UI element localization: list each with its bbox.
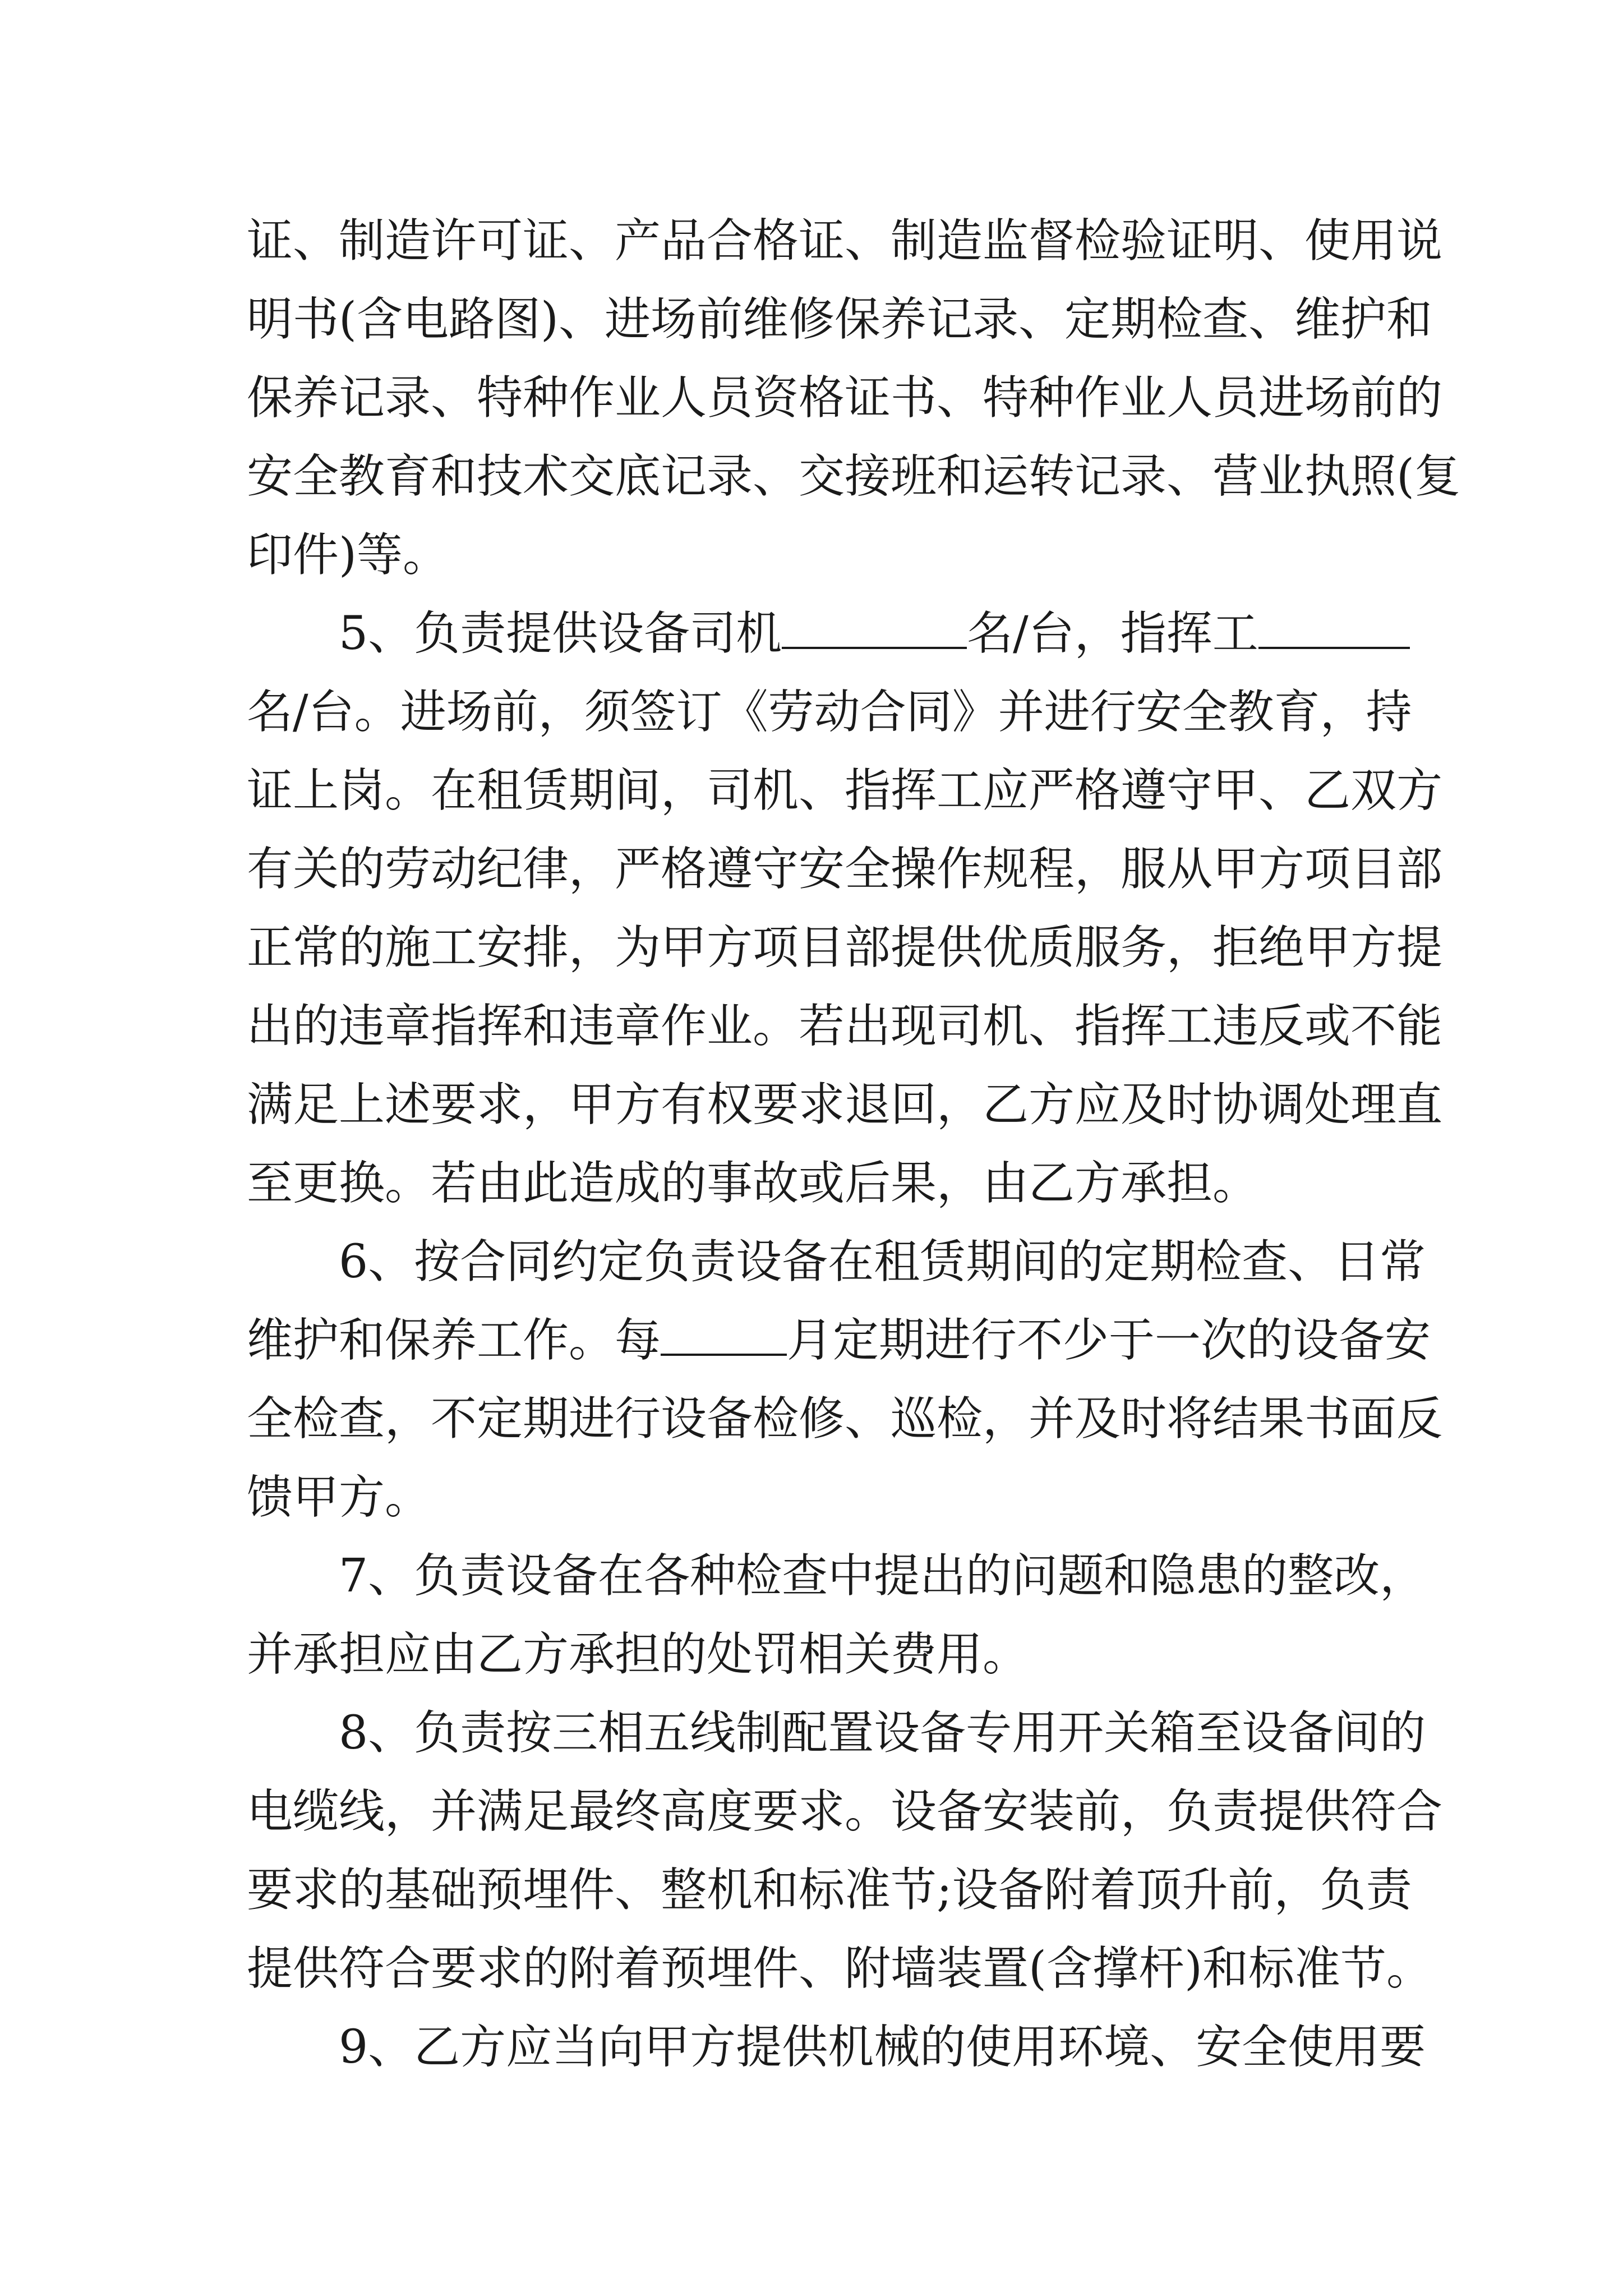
text-line: 并承担应由乙方承担的处罚相关费用。: [247, 1628, 1029, 1681]
text-line: 证上岗。在租赁期间，司机、指挥工应严格遵守甲、乙双方: [247, 764, 1443, 817]
text-line: 馈甲方。: [247, 1471, 431, 1524]
text-line: 至更换。若由此造成的事故或后果，由乙方承担。: [247, 1157, 1259, 1210]
text-line: 出的违章指挥和违章作业。若出现司机、指挥工违反或不能: [247, 1000, 1443, 1053]
text-line: 8、负责按三相五线制配置设备专用开关箱至设备间的: [339, 1706, 1426, 1760]
text-line: 正常的施工安排，为甲方项目部提供优质服务，拒绝甲方提: [247, 921, 1443, 974]
text-line: 名/台。进场前，须签订《劳动合同》并进行安全教育，持: [247, 685, 1412, 739]
text-line: 明书(含电路图)、进场前维修保养记录、定期检查、维护和: [247, 293, 1432, 346]
text-line: 有关的劳动纪律，严格遵守安全操作规程，服从甲方项目部: [247, 843, 1443, 896]
text-segment: 维护和保养工作。每: [247, 1314, 661, 1367]
text-line: 9、乙方应当向甲方提供机械的使用环境、安全使用要: [339, 2021, 1426, 2074]
text-line: 证、制造许可证、产品合格证、制造监督检验证明、使用说: [247, 214, 1443, 268]
text-line: 7、负责设备在各种检查中提出的问题和隐患的整改，: [339, 1549, 1426, 1603]
text-segment: 5、负责提供设备司机: [339, 607, 782, 660]
text-line: 满足上述要求，甲方有权要求退回，乙方应及时协调处理直: [247, 1078, 1443, 1131]
blank-underline: [1258, 603, 1410, 649]
text-line: 安全教育和技术交底记录、交接班和运转记录、营业执照(复: [247, 450, 1460, 503]
blank-underline: [661, 1310, 787, 1356]
text-line: 印件)等。: [247, 528, 449, 582]
text-segment: 名/台，指挥工: [967, 607, 1258, 660]
clause-6-second-line: [247, 1301, 1431, 1380]
text-segment: 月定期进行不少于一次的设备安: [787, 1314, 1431, 1367]
text-line: 电缆线，并满足最终高度要求。设备安装前，负责提供符合: [247, 1785, 1443, 1838]
clause-5-first-line: [247, 595, 1374, 673]
contract-body-text: [247, 202, 1460, 2087]
text-line: 保养记录、特种作业人员资格证书、特种作业人员进场前的: [247, 371, 1443, 425]
blank-underline: [782, 603, 967, 649]
text-line: 要求的基础预埋件、整机和标准节;设备附着顶升前，负责: [247, 1864, 1412, 1917]
text-line: 提供符合要求的附着预埋件、附墙装置(含撑杆)和标准节。: [247, 1942, 1432, 1995]
text-line: 全检查，不定期进行设备检修、巡检，并及时将结果书面反: [247, 1392, 1443, 1446]
text-line: 6、按合同约定负责设备在租赁期间的定期检查、日常: [339, 1235, 1426, 1289]
